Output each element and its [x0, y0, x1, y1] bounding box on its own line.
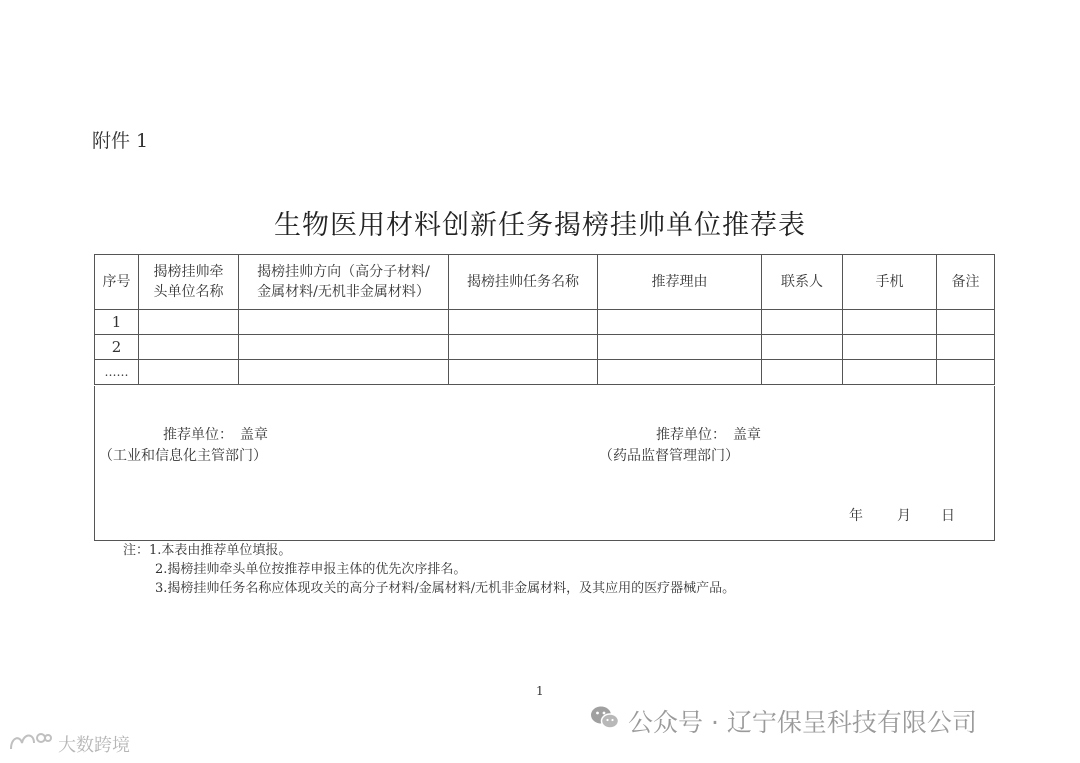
col-header-task-name: 揭榜挂帅任务名称 — [449, 255, 598, 310]
table-cell — [239, 310, 449, 335]
table-cell — [598, 360, 762, 385]
col-header-reason: 推荐理由 — [598, 255, 762, 310]
table-cell — [139, 310, 239, 335]
table-cell — [449, 310, 598, 335]
table-cell — [239, 360, 449, 385]
table-cell — [139, 360, 239, 385]
table-cell — [449, 335, 598, 360]
left-recommender-dept: （工业和信息化主管部门） — [99, 448, 267, 464]
table-cell — [449, 360, 598, 385]
row-index: 2 — [95, 335, 139, 360]
table-cell — [762, 335, 843, 360]
right-recommender-label: 推荐单位： 盖章 — [656, 427, 761, 443]
table-header-row — [95, 255, 995, 310]
left-recommender-label: 推荐单位： 盖章 — [163, 427, 268, 443]
col-header-remarks: 备注 — [937, 255, 995, 310]
table-cell — [843, 310, 937, 335]
signature-area — [94, 386, 995, 541]
table-row — [95, 360, 995, 385]
table-cell — [239, 335, 449, 360]
watermark-text: 公众号 · 辽宁保呈科技有限公司 — [628, 708, 977, 737]
table-cell — [762, 360, 843, 385]
date-year-label: 年 — [849, 508, 863, 524]
page-number: 1 — [536, 684, 544, 698]
row-index: …… — [95, 360, 139, 385]
table-cell — [937, 360, 995, 385]
table-row — [95, 310, 995, 335]
table-cell — [843, 335, 937, 360]
note-line: 2.揭榜挂帅牵头单位按推荐申报主体的优先次序排名。 — [155, 562, 467, 577]
corner-watermark — [8, 729, 130, 758]
table-cell — [762, 310, 843, 335]
col-header-direction: 揭榜挂帅方向（高分子材料/ 金属材料/无机非金属材料） — [239, 255, 449, 310]
table-cell — [843, 360, 937, 385]
date-month-label: 月 — [897, 508, 911, 524]
table-cell — [598, 310, 762, 335]
notes-block — [123, 541, 735, 598]
corner-watermark-text: 大数跨境 — [58, 734, 130, 756]
table-cell — [937, 335, 995, 360]
note-line: 注：1.本表由推荐单位填报。 — [123, 543, 292, 558]
logo-icon — [8, 729, 52, 758]
col-header-index: 序号 — [95, 255, 139, 310]
table-row — [95, 335, 995, 360]
table-cell — [598, 335, 762, 360]
date-day-label: 日 — [941, 508, 955, 524]
col-header-phone: 手机 — [843, 255, 937, 310]
note-line: 3.揭榜挂帅任务名称应体现攻关的高分子材料/金属材料/无机非金属材料，及其应用的医疗器械产品。 — [155, 581, 736, 596]
table-cell — [937, 310, 995, 335]
col-header-contact: 联系人 — [762, 255, 843, 310]
col-header-lead-unit: 揭榜挂帅牵 头单位名称 — [139, 255, 239, 310]
document-title: 生物医用材料创新任务揭榜挂帅单位推荐表 — [274, 210, 806, 241]
watermark-account — [590, 703, 977, 739]
wechat-icon — [590, 705, 620, 737]
row-index: 1 — [95, 310, 139, 335]
attachment-label: 附件 1 — [92, 130, 149, 152]
right-recommender-dept: （药品监督管理部门） — [599, 448, 739, 464]
recommendation-table — [94, 254, 995, 385]
table-cell — [139, 335, 239, 360]
